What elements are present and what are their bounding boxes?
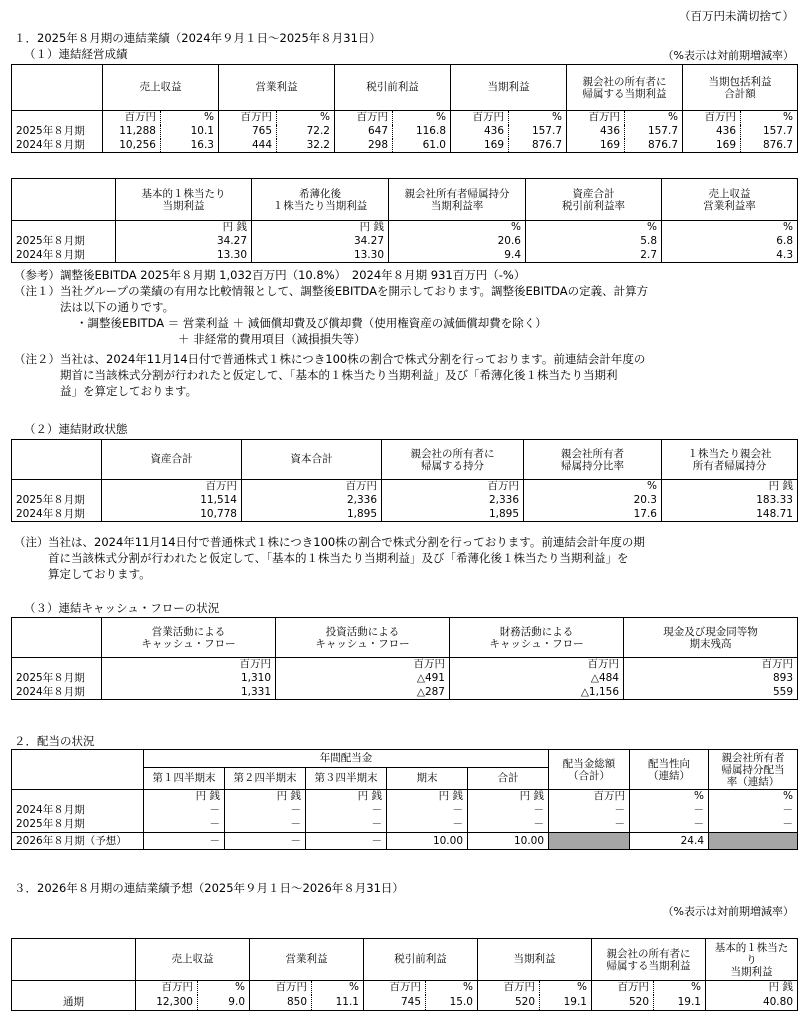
header-payout-ratio: 配当性向 （連結） [630, 750, 709, 790]
table-row: 2025年８月期 11,514 2,336 2,336 20.3 183.33 [12, 494, 798, 508]
header-total: 合計 [468, 768, 549, 790]
note2-line: 益」を算定しております。 [60, 384, 198, 398]
forecast-pct-note: （%表示は対前期増減率） [662, 905, 794, 918]
table-row-forecast: 2026年８月期（予想） － － － 10.00 10.00 24.4 [12, 833, 798, 850]
header-investing-cf: 投資活動による キャッシュ・フロー [276, 618, 450, 658]
pct-note: （%表示は対前期増減率） [662, 49, 794, 62]
header-comprehensive: 当期包括利益 合計額 [683, 65, 798, 111]
header-owner-profit: 親会社の所有者に 帰属する当期利益 [592, 939, 706, 981]
table-row: 2024年８月期 10,778 1,895 1,895 17.6 148.71 [12, 508, 798, 522]
header-net-profit: 当期利益 [451, 65, 567, 111]
table-row: 2024年８月期 － － － － － － － － [12, 804, 798, 818]
units-row: 円 銭 円 銭 円 銭 円 銭 円 銭 百万円 % % [12, 790, 798, 804]
note1-line: ・調整後EBITDA ＝ 営業利益 ＋ 減価償却費及び償却費（使用権資産の減価償却費を除く） [76, 316, 547, 330]
header-operating-profit: 営業利益 [219, 65, 335, 111]
header-bps: １株当たり親会社 所有者帰属持分 [662, 440, 798, 480]
per-share-table [11, 178, 798, 263]
units-row: 円 銭 円 銭 % % % [12, 221, 798, 235]
header-roe: 親会社所有者帰属持分 当期利益率 [389, 179, 526, 221]
table-row: 2024年８月期 1,331 △287 △1,156 559 [12, 686, 798, 700]
table-row: 2024年８月期 10,256 16.3 444 32.2 298 61.0 169 876.7 169 876.7 169 876.7 [12, 139, 798, 153]
header-revenue: 売上収益 [136, 939, 250, 981]
header-basic-eps: 基本的１株当たり 当期利益 [706, 939, 798, 981]
note1-line: 法は以下の通りです。 [60, 300, 175, 314]
cash-flow-table [11, 617, 798, 700]
section1-sub: （１）連結経営成績 [24, 47, 128, 61]
header-total-assets: 資産合計 [102, 440, 242, 480]
note1-line: ＋ 非経常的費用項目（減損損失等） [178, 332, 366, 346]
note3-line: 首に当該株式分割が行われたと仮定して、「基本的１株当たり当期利益」及び「希薄化後１株当たり当期利益」を [48, 551, 629, 565]
header-equity-ratio: 親会社所有者 帰属持分比率 [524, 440, 662, 480]
header-diluted-eps: 希薄化後 １株当たり当期利益 [252, 179, 389, 221]
header-cash-balance: 現金及び現金同等物 期末残高 [624, 618, 798, 658]
shaded-cell [549, 833, 630, 850]
financial-position-title: （２）連結財政状態 [24, 422, 128, 436]
note2-label: （注２） [14, 352, 60, 366]
header-pretax-profit: 税引前利益 [364, 939, 478, 981]
header-net-profit: 当期利益 [478, 939, 592, 981]
reference-ebitda: （参考）調整後EBITDA 2025年８月期 1,032百万円（10.8%） 2024年８月期 931百万円（-%） [14, 268, 526, 282]
financial-position-table [11, 439, 798, 522]
units-row: 百万円 百万円 百万円 百万円 [12, 658, 798, 672]
header-doe: 親会社所有者 帰属持分配当 率（連結） [709, 750, 798, 790]
operating-results-table [11, 64, 798, 153]
note3-label: （注） [14, 535, 49, 549]
section1-title: １．2025年８月期の連結業績（2024年９月１日～2025年８月31日） [14, 31, 381, 45]
units-row: 百万円 百万円 百万円 % 円 銭 [12, 480, 798, 494]
header-annual-dividend: 年間配当金 [144, 750, 549, 768]
table-row: 2025年８月期 34.27 34.27 20.6 5.8 6.8 [12, 235, 798, 249]
dividend-table [11, 749, 798, 850]
header-q2: 第２四半期末 [225, 768, 306, 790]
header-operating-cf: 営業活動による キャッシュ・フロー [102, 618, 276, 658]
header-dividend-total: 配当金総額 （合計） [549, 750, 630, 790]
header-total-equity: 資本合計 [242, 440, 382, 480]
header-owner-profit: 親会社の所有者に 帰属する当期利益 [567, 65, 683, 111]
dividend-title: ２．配当の状況 [14, 734, 95, 748]
unit-note: （百万円未満切捨て） [679, 9, 794, 23]
table-row: 2025年８月期 11,288 10.1 765 72.2 647 116.8 436 157.7 436 157.7 436 157.7 [12, 125, 798, 139]
cash-flow-title: （３）連結キャッシュ・フローの状況 [24, 601, 220, 615]
table-row: 通期 12,300 9.0 850 11.1 745 15.0 520 19.1 520 19.1 40.80 [12, 995, 798, 1011]
header-op-margin: 売上収益 営業利益率 [662, 179, 798, 221]
header-year-end: 期末 [387, 768, 468, 790]
header-q1: 第１四半期末 [144, 768, 225, 790]
note3-line: 当社は、2024年11月14日付で普通株式１株につき100株の割合で株式分割を行っております。前連結会計年度の期 [48, 535, 645, 549]
note1-line: 当社グループの業績の有用な比較情報として、調整後EBITDAを開示しております。調整後EBITDAの定義、計算方 [60, 284, 649, 298]
note2-line: 当社は、2024年11月14日付で普通株式１株につき100株の割合で株式分割を行っております。前連結会計年度の [60, 352, 646, 366]
note3-line: 算定しております。 [48, 567, 151, 581]
header-q3: 第３四半期末 [306, 768, 387, 790]
table-row: 2025年８月期 － － － － － － － － [12, 818, 798, 833]
table-row: 2024年８月期 13.30 13.30 9.4 2.7 4.3 [12, 249, 798, 263]
header-financing-cf: 財務活動による キャッシュ・フロー [450, 618, 624, 658]
header-roa: 資産合計 税引前利益率 [526, 179, 662, 221]
units-row: 百万円 % 百万円 % 百万円 % 百万円 % 百万円 % 百万円 % [12, 111, 798, 125]
note1-label: （注１） [14, 284, 60, 298]
forecast-title: ３．2026年８月期の連結業績予想（2025年９月１日～2026年８月31日） [14, 881, 404, 895]
shaded-cell [709, 833, 798, 850]
header-basic-eps: 基本的１株当たり 当期利益 [116, 179, 252, 221]
note2-line: 期首に当該株式分割が行われたと仮定して、「基本的１株当たり当期利益」及び「希薄化後１株当たり当期利 [60, 368, 618, 382]
units-row: 百万円 % 百万円 % 百万円 % 百万円 % 百万円 % 円 銭 [12, 981, 798, 995]
header-owner-equity: 親会社の所有者に 帰属する持分 [382, 440, 524, 480]
forecast-table [11, 938, 798, 1011]
header-pretax-profit: 税引前利益 [335, 65, 451, 111]
header-operating-profit: 営業利益 [250, 939, 364, 981]
table-row: 2025年８月期 1,310 △491 △484 893 [12, 672, 798, 686]
header-revenue: 売上収益 [103, 65, 219, 111]
